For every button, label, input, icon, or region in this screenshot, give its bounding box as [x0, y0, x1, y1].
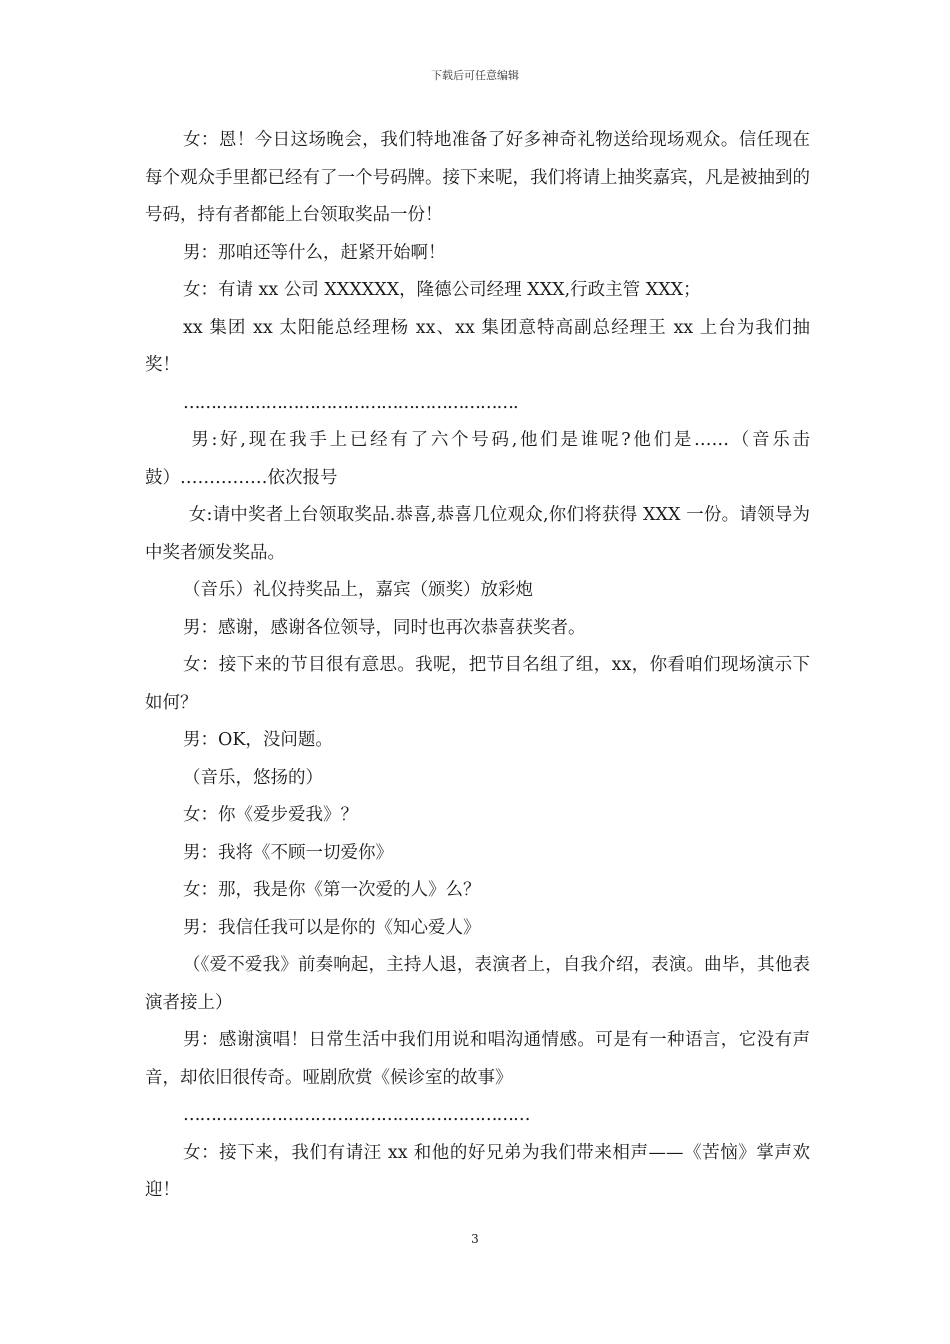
- paragraph: 女：那，我是你《第一次爱的人》么？: [183, 880, 481, 900]
- paragraph: （音乐，悠扬的）: [183, 767, 323, 788]
- paragraph: 男:好,现在我手上已经有了六个号码,他们是谁呢?他们是……（音乐击鼓）……………依次报号: [145, 430, 810, 488]
- paragraph: 男：我将《不顾一切爱你》: [183, 842, 393, 863]
- document-body: [145, 122, 810, 1210]
- paragraph: 女：恩！今日这场晚会，我们特地准备了好多神奇礼物送给现场观众。信任现在每个观众手里都已经有了一个号码牌。接下来呢，我们将请上抽奖嘉宾，凡是被抽到的号码，持有者都能上台领取奖品一份！: [145, 130, 810, 225]
- page-number: 3: [471, 1232, 479, 1246]
- paragraph: 女：接下来的节目很有意思。我呢，把节目名组了组，xx，你看咱们现场演示下如何？: [145, 655, 810, 713]
- paragraph: 女：你《爱步爱我》？: [183, 805, 358, 825]
- paragraph: xx 集团 xx 太阳能总经理杨 xx、xx 集团意特高副总经理王 xx 上台为我们抽奖！: [145, 317, 810, 375]
- page-header-note: 下载后可任意编辑: [431, 69, 519, 82]
- paragraph: （《爱不爱我》前奏响起，主持人退，表演者上，自我介绍，表演。曲毕，其他表演者接上）: [145, 955, 810, 1013]
- dotted-separator: ………………………………………………………: [183, 1105, 530, 1125]
- paragraph: 男：那咱还等什么，赶紧开始啊！: [183, 242, 446, 263]
- paragraph: （音乐）礼仪持奖品上，嘉宾（颁奖）放彩炮: [183, 580, 533, 600]
- dotted-separator: …………………………………………………….: [183, 392, 518, 413]
- paragraph: 女:请中奖者上台领取奖品.恭喜,恭喜几位观众,你们将获得 XXX 一份。请领导为中奖者颁发奖品。: [145, 505, 810, 563]
- paragraph: 男：OK，没问题。: [183, 730, 333, 750]
- paragraph: 男：感谢演唱！日常生活中我们用说和唱沟通情感。可是有一种语言，它没有声音，却依旧很传奇。哑剧欣赏《候诊室的故事》: [145, 1030, 810, 1088]
- paragraph: 女：有请 xx 公司 XXXXXX，隆德公司经理 XXX,行政主管 XXX；: [183, 280, 701, 300]
- paragraph: 男：我信任我可以是你的《知心爱人》: [183, 917, 481, 938]
- paragraph: 女：接下来，我们有请汪 xx 和他的好兄弟为我们带来相声——《苦恼》掌声欢迎！: [145, 1142, 810, 1200]
- paragraph: 男：感谢，感谢各位领导，同时也再次恭喜获奖者。: [183, 617, 586, 638]
